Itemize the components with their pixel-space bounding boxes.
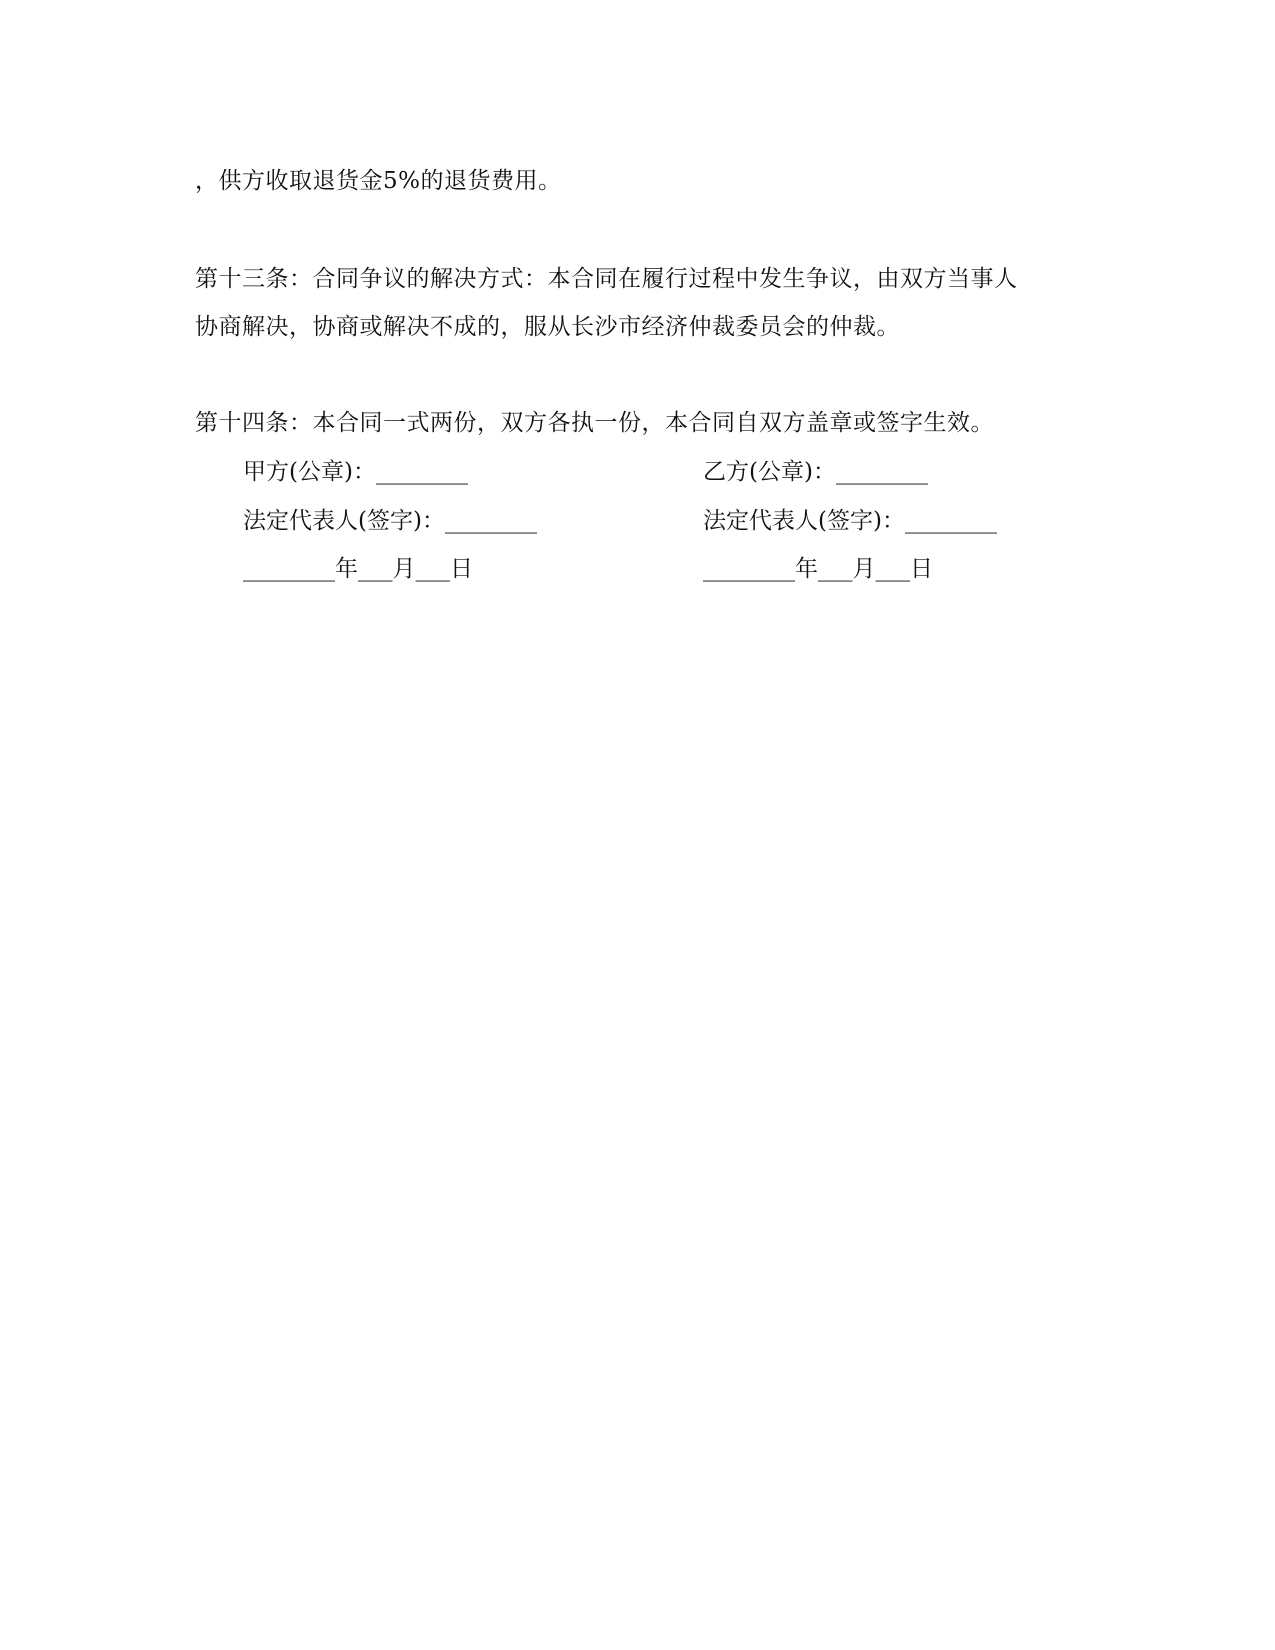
- party-b-date: ________年___月___日: [703, 556, 933, 582]
- party-b-representative: 法定代表人(签字)：________: [703, 508, 997, 534]
- party-a-seal: 甲方(公章)：________: [243, 459, 468, 485]
- party-a-representative: 法定代表人(签字)：________: [243, 508, 537, 534]
- article-13-line-2: 协商解决，协商或解决不成的，服从长沙市经济仲裁委员会的仲裁。: [195, 314, 900, 340]
- continuation-text: ，供方收取退货金5%的退货费用。: [195, 168, 562, 194]
- article-14-line-1: 第十四条：本合同一式两份，双方各执一份，本合同自双方盖章或签字生效。: [195, 410, 994, 436]
- party-a-date: ________年___月___日: [243, 556, 473, 582]
- party-b-seal: 乙方(公章)：________: [703, 459, 928, 485]
- article-13-line-1: 第十三条：合同争议的解决方式：本合同在履行过程中发生争议，由双方当事人: [195, 266, 1018, 292]
